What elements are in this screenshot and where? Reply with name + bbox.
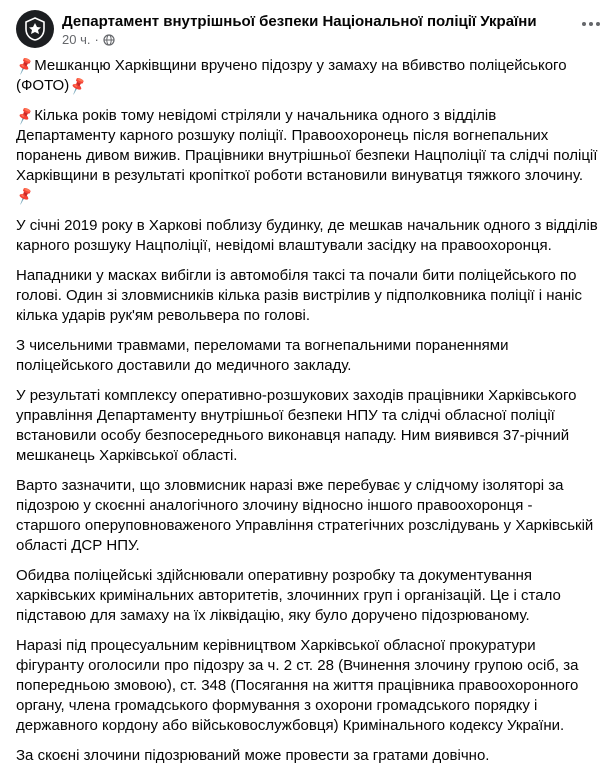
post-paragraph bbox=[16, 106, 599, 206]
pushpin-icon: 📌 bbox=[14, 55, 36, 76]
post-paragraph: У січні 2019 року в Харкові поблизу будинку, де мешкав начальник одного з відділів карного розшуку Нацполіції, невідомі влаштували засідку на правоохоронця. bbox=[16, 217, 598, 254]
globe-icon[interactable] bbox=[103, 34, 115, 46]
more-dot-icon bbox=[582, 22, 586, 26]
post-paragraph: Нападники у масках вибігли із автомобіля таксі та почали бити поліцейського по голові. Один зі зловмисників кілька разів вистрілив у підполковника поліції і наніс кілька ударів рук'ям револьвера по голові. bbox=[16, 267, 582, 324]
headline-text: Мешканцю Харківщини вручено підозру у замаху на вбивство поліцейського (ФОТО) bbox=[16, 57, 567, 94]
meta-separator: · bbox=[94, 32, 99, 47]
post-paragraph: У результаті комплексу оперативно-розшукових заходів працівники Харківського управління Департаменту внутрішньої безпеки НПУ та слідчі обласної поліції встановили особу безпосереднього виконавця нападу. Ним виявився 37-річний мешканець Харківської області. bbox=[16, 387, 577, 464]
post-paragraph: Обидва поліцейські здійснювали оперативну розробку та документування харківських кримінальних авторитетів, злочинних груп і організацій. Це і стало підставою для замаху на їх ліквідацію, яку було доручено підозрюваному. bbox=[16, 567, 561, 624]
pushpin-icon: 📌 bbox=[14, 105, 36, 126]
post-paragraph: З чисельними травмами, переломами та вогнепальними пораненнями поліцейського доставили до медичного закладу. bbox=[16, 337, 509, 374]
more-dot-icon bbox=[589, 22, 593, 26]
more-dot-icon bbox=[596, 22, 600, 26]
page-avatar[interactable] bbox=[16, 10, 54, 48]
post-paragraph: Наразі під процесуальним керівництвом Харківської обласної прокуратури фігуранту оголосили про підозру за ч. 2 ст. 28 (Вчинення злочину групою осіб, за попередньою змовою), ст. 348 (Посягання на життя працівника правоохоронного органу, члена громадського формування з охорони громадського порядку і державного кордону або військовослужбовця) Кримінального кодексу України. bbox=[16, 637, 579, 734]
paragraph-text: Кілька років тому невідомі стріляли у начальника одного з відділів Департаменту карного розшуку поліції. Правоохоронець після вогнепальних поранень дивом вижив. Працівники внутрішньої безпеки Нацполіції та слідчі поліції Харківщини в результаті кропіткої роботи встановили винуватця тяжкого злочину. bbox=[16, 107, 598, 184]
pushpin-icon: 📌 bbox=[67, 75, 89, 96]
police-badge-icon bbox=[22, 16, 48, 42]
pushpin-icon: 📌 bbox=[14, 185, 36, 206]
post-paragraph: За скоєні злочини підозрюваний може провести за гратами довічно. bbox=[16, 747, 490, 764]
post-headline bbox=[16, 56, 599, 96]
post-meta bbox=[62, 32, 599, 48]
more-options-button[interactable] bbox=[577, 14, 605, 34]
post-timestamp[interactable]: 20 ч. bbox=[62, 32, 91, 47]
post-header bbox=[16, 6, 599, 50]
page-name-link[interactable]: Департамент внутрішньої безпеки Національної поліції України bbox=[62, 13, 537, 30]
post-paragraph: Варто зазначити, що зловмисник наразі вже перебуває у слідчому ізоляторі за підозрою у скоєнні аналогічного злочину відносно іншого правоохоронця - старшого оперуповноваженого Управління стратегічних розслідувань у Харківській області ДСР НПУ. bbox=[16, 477, 594, 554]
post-body bbox=[16, 56, 599, 766]
